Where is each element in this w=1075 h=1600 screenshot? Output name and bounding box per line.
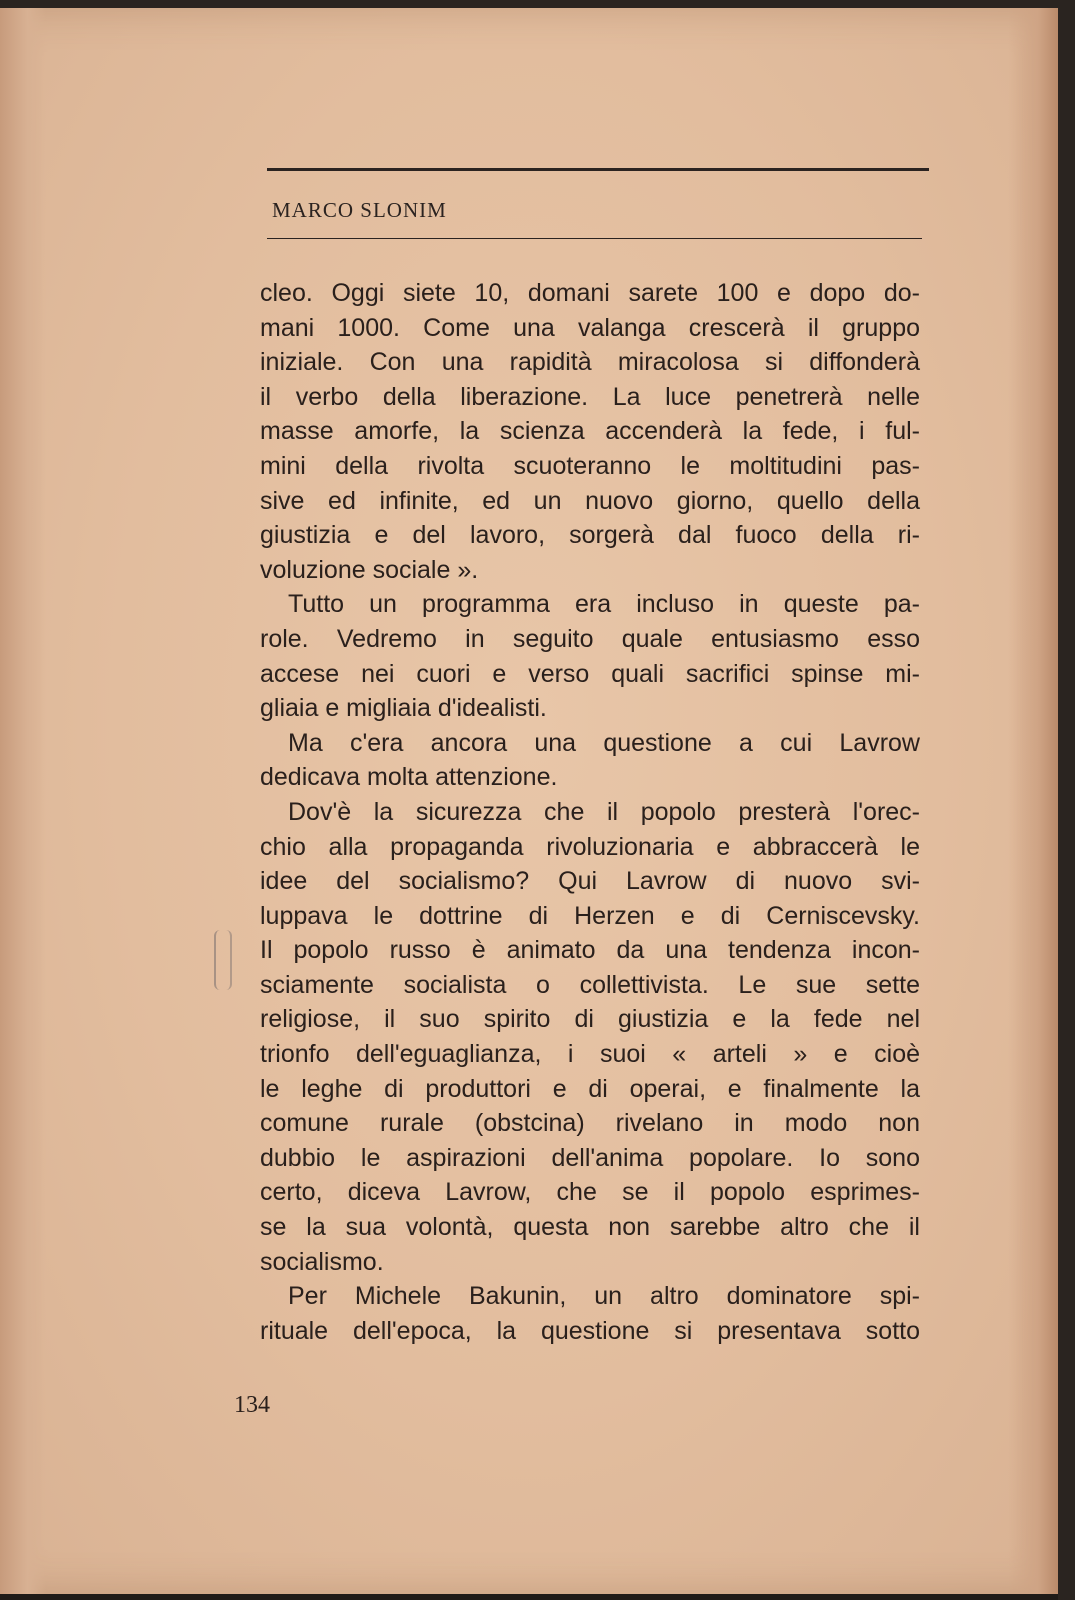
page-top-edge — [0, 0, 1075, 8]
body-text — [260, 276, 920, 1348]
text-line: religiose, il suo spirito di giustizia e la fede nel — [260, 1005, 920, 1034]
text-line: le leghe di produttori e di operai, e finalmente la — [260, 1074, 920, 1103]
page-left-edge-shading — [0, 8, 46, 1594]
text-line: sive ed infinite, ed un nuovo giorno, quello della — [260, 486, 920, 515]
header-rule-bottom — [267, 238, 922, 239]
text-line: mini della rivolta scuoteranno le moltitudini pas- — [260, 451, 920, 480]
text-line: Tutto un programma era incluso in queste pa- — [288, 590, 920, 619]
text-line: socialismo. — [260, 1247, 384, 1276]
header-rule-top — [267, 168, 929, 171]
text-line: cleo. Oggi siete 10, domani sarete 100 e dopo do- — [260, 279, 920, 307]
text-line: certo, diceva Lavrow, che se il popolo esprimes- — [260, 1178, 920, 1207]
text-line: iniziale. Con una rapidità miracolosa si diffonderà — [260, 348, 920, 377]
text-line: gliaia e migliaia d'idealisti. — [260, 694, 547, 723]
page-right-edge-shading — [1008, 8, 1058, 1594]
text-line: idee del socialismo? Qui Lavrow di nuovo svi- — [260, 867, 920, 896]
text-line: accese nei cuori e verso quali sacrifici spinse mi- — [260, 659, 920, 688]
running-header: MARCO SLONIM — [272, 198, 447, 222]
text-line: dubbio le aspirazioni dell'anima popolare. Io sono — [260, 1143, 920, 1172]
text-line: Dov'è la sicurezza che il popolo presterà l'orec- — [288, 797, 920, 826]
text-line: Il popolo russo è animato da una tendenza incon- — [260, 936, 920, 965]
text-line: voluzione sociale ». — [260, 555, 479, 584]
text-line: Ma c'era ancora una questione a cui Lavrow — [288, 728, 920, 757]
page-number: 134 — [234, 1392, 270, 1418]
text-line: masse amorfe, la scienza accenderà la fede, i ful- — [260, 417, 920, 446]
text-line: trionfo dell'eguaglianza, i suoi « arteli » e cioè — [260, 1040, 920, 1069]
text-line: luppava le dottrine di Herzen e di Cerniscevsky. — [260, 901, 920, 930]
text-line: Per Michele Bakunin, un altro dominatore spi- — [288, 1282, 920, 1311]
margin-pencil-mark — [214, 930, 232, 990]
text-line: giustizia e del lavoro, sorgerà dal fuoco della ri- — [260, 521, 920, 550]
text-line: dedicava molta attenzione. — [260, 763, 558, 792]
text-line: role. Vedremo in seguito quale entusiasmo esso — [260, 624, 920, 653]
text-line: sciamente socialista o collettivista. Le sue sette — [260, 970, 920, 999]
text-line: il verbo della liberazione. La luce penetrerà nelle — [260, 382, 920, 411]
text-line: mani 1000. Come una valanga crescerà il gruppo — [260, 313, 920, 342]
text-line: comune rurale (obstcina) rivelano in modo non — [260, 1109, 920, 1138]
text-line: se la sua volontà, questa non sarebbe altro che il — [260, 1213, 920, 1242]
book-binding-edge — [1058, 0, 1075, 1600]
text-line: rituale dell'epoca, la questione si presentava sotto — [260, 1316, 920, 1345]
text-line: chio alla propaganda rivoluzionaria e abbraccerà le — [260, 832, 920, 861]
